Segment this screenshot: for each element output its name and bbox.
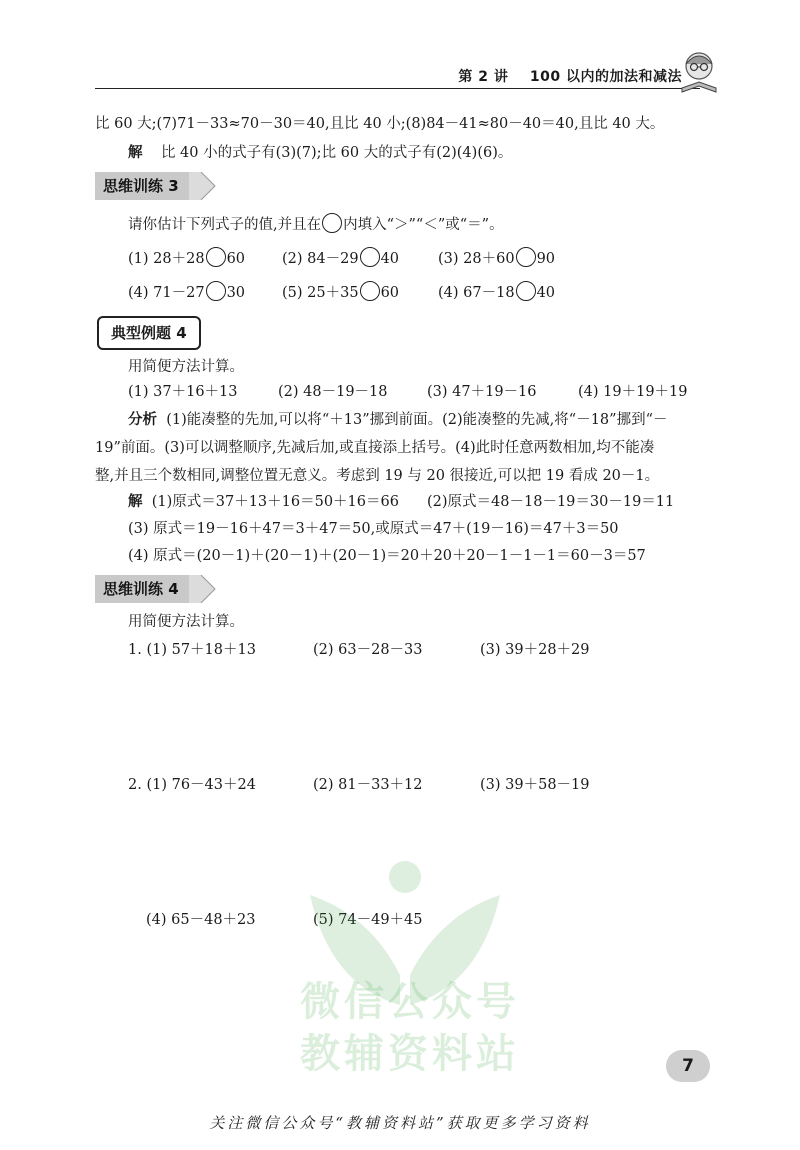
example-4-item-2: (2) 48－19－18 [278,384,388,400]
example-4-item-3: (3) 47＋19－16 [427,384,537,400]
t4-2-1: 2. (1) 76－43＋24 [128,777,256,793]
t4-1-1: 1. (1) 57＋18＋13 [128,642,256,658]
lecture-title: 100 以内的加法和减法 [529,69,682,85]
training-3-item-4: (4) 71－27 30 [128,281,245,303]
arrow-tip-icon [189,172,219,200]
header-rule [95,88,700,89]
page-number: 7 [666,1050,710,1082]
analysis-label: 分析 [128,412,157,428]
training-3-item-3: (3) 28＋60 90 [438,247,555,269]
training-3-item-1: (1) 28＋28 60 [128,247,245,269]
training-3-tag [95,172,219,200]
continued-text: 比 60 大;(7)71－33≈70－30＝40,且比 40 小;(8)84－41≈80－40＝40,且比 40 大。 [95,116,665,132]
solution-line-4: (4) 原式＝(20－1)＋(20－1)＋(20－1)＝20＋20＋20－1－1－1＝60－3＝57 [128,548,646,564]
mascot-reading-icon [676,48,722,94]
example-4-item-1: (1) 37＋16＋13 [128,384,238,400]
training-4-prompt: 用简便方法计算。 [128,614,244,630]
training-3-prompt: 请你估计下列式子的值,并且在 内填入“＞”“＜”或“＝”。 [128,213,504,235]
lecture-number: 第 2 讲 [458,69,509,85]
solution-label: 解 [128,494,143,510]
t4-2-5: (5) 74－49＋45 [313,912,423,928]
solution-line [128,143,512,163]
training-3-item-5: (5) 25＋35 60 [282,281,399,303]
running-header [458,66,682,86]
training-4-label: 思维训练 4 [95,575,189,603]
answer-circle[interactable] [516,281,536,301]
solution-label: 解 [128,145,143,161]
solution-line-3: (3) 原式＝19－16＋47＝3＋47＝50,或原式＝47＋(19－16)＝47＋3＝50 [128,521,619,537]
t4-2-3: (3) 39＋58－19 [480,777,590,793]
analysis-line-2: 19”前面。(3)可以调整顺序,先减后加,或直接添上括号。(4)此时任意两数相加,均不能凑 [95,440,655,456]
answer-circle[interactable] [206,247,226,267]
example-4-title: 典型例题 4 [97,316,201,350]
watermark-line-1: 微信公众号 [300,979,520,1025]
analysis-line-1: 分析 (1)能凑整的先加,可以将“＋13”挪到前面。(2)能凑整的先减,将“－18”挪到“－ [128,412,668,428]
solution-line-2: (2)原式＝48－18－19＝30－19＝11 [427,494,675,510]
training-3-label: 思维训练 3 [95,172,189,200]
watermark-line-2: 教辅资料站 [300,1031,520,1077]
answer-circle[interactable] [360,247,380,267]
analysis-line-3: 整,并且三个数相同,调整位置无意义。考虑到 19 与 20 很接近,可以把 19 看成 20－1。 [95,468,660,484]
example-4-prompt: 用简便方法计算。 [128,359,244,375]
training-3-item-2: (2) 84－29 40 [282,247,399,269]
answer-circle[interactable] [360,281,380,301]
arrow-tip-icon [189,575,219,603]
solution-line-1: 解 (1)原式＝37＋13＋16＝50＋16＝66 [128,494,399,510]
example-4-item-4: (4) 19＋19＋19 [578,384,688,400]
answer-circle[interactable] [206,281,226,301]
solution-text: 比 40 小的式子有(3)(7);比 60 大的式子有(2)(4)(6)。 [160,145,513,161]
t4-2-2: (2) 81－33＋12 [313,777,423,793]
answer-circle[interactable] [516,247,536,267]
training-4-tag [95,575,219,603]
t4-1-3: (3) 39＋28＋29 [480,642,590,658]
blank-circle-icon [322,213,342,233]
training-3-item-6: (4) 67－18 40 [438,281,555,303]
footer-note: 关注微信公众号“教辅资料站”获取更多学习资料 [209,1114,591,1132]
t4-1-2: (2) 63－28－33 [313,642,423,658]
t4-2-4: (4) 65－48＋23 [146,912,256,928]
